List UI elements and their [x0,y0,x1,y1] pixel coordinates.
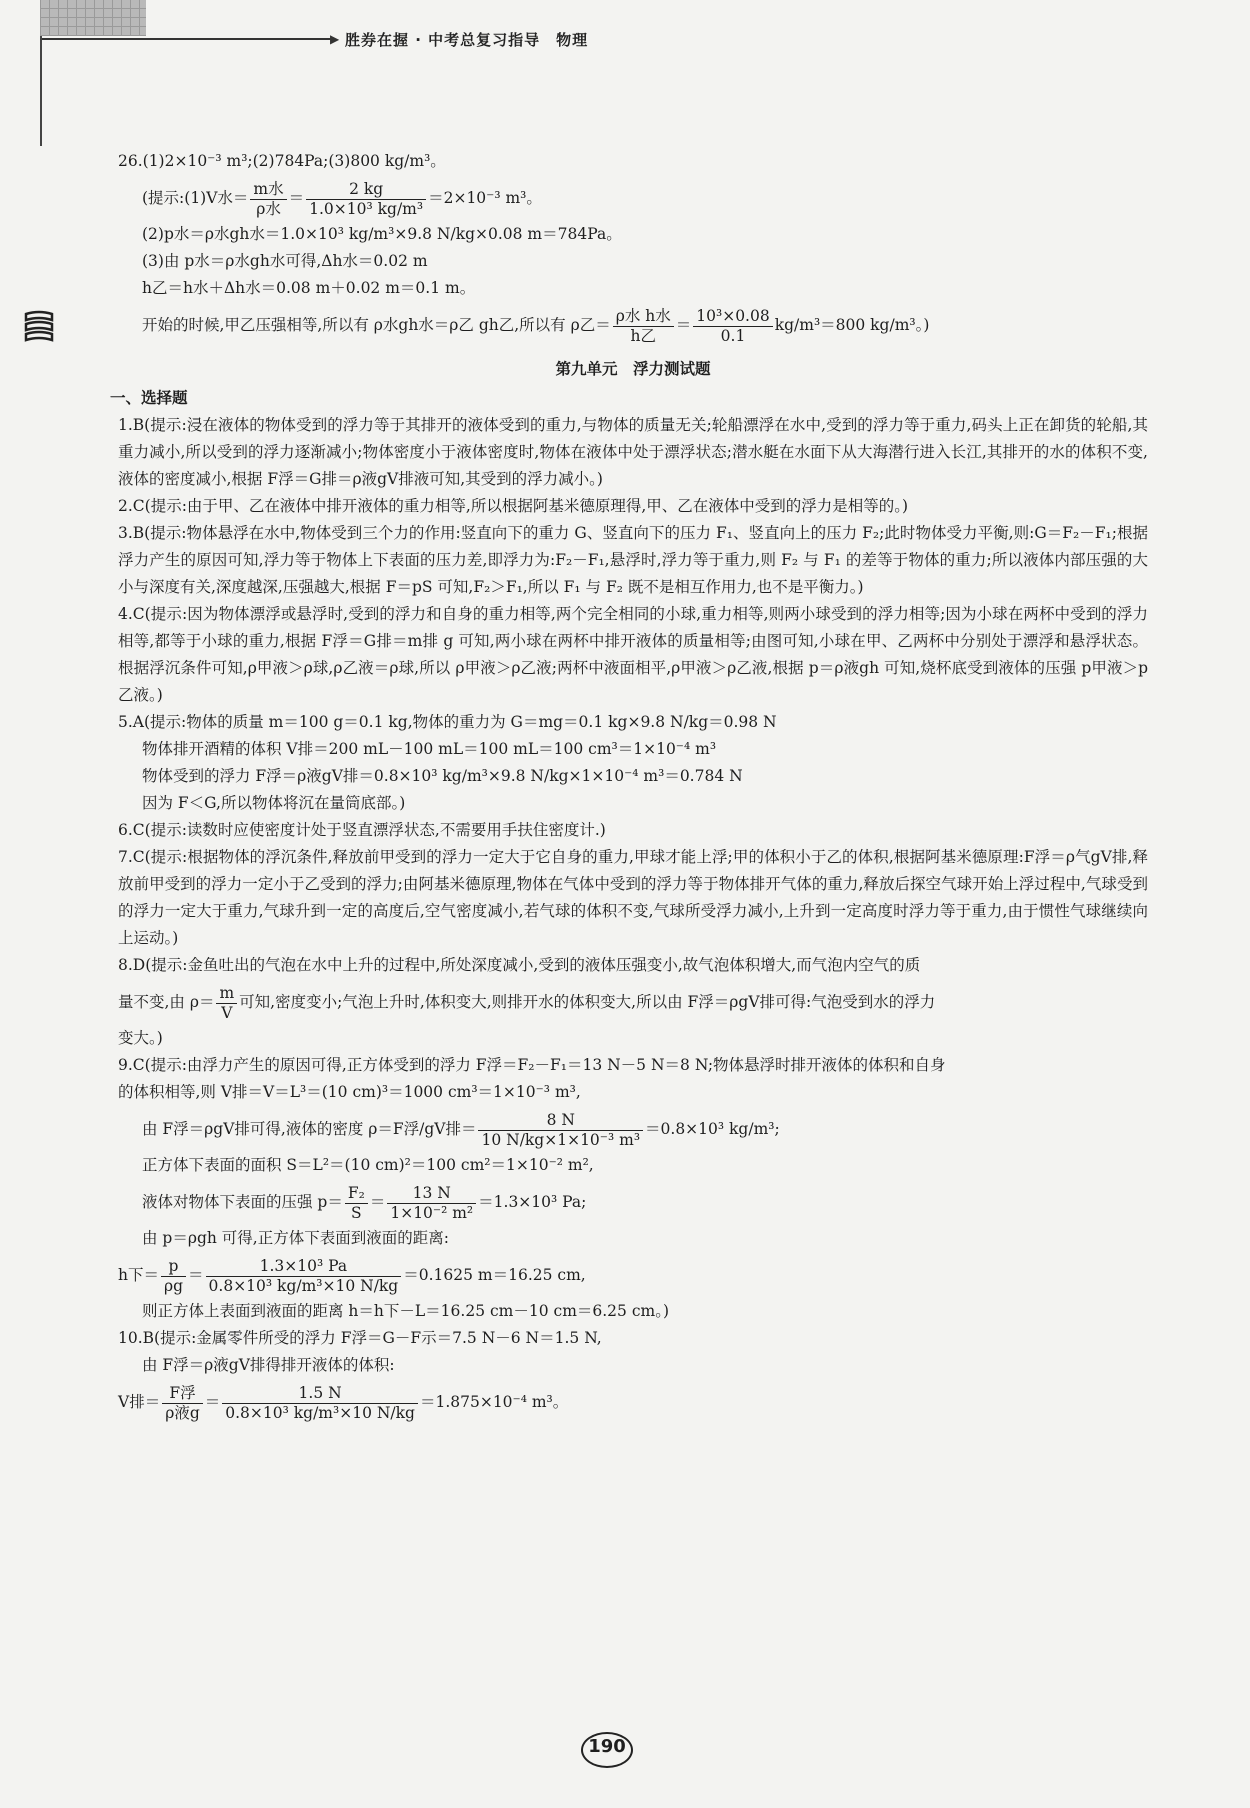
q8-line-3: 变大。) [118,1029,163,1047]
fraction: $\frac{\text{F浮}}{\text{ρ液g}}$ [162,1384,203,1423]
q9-line-5: 液体对物体下表面的压强 p＝ $\frac{\text{F₂}}{S}$ ＝ $\frac{13 N}{\text{1×10⁻² m²}}$ ＝1.3×10³ Pa; [142,1183,587,1222]
unit-title: 第九单元 浮力测试题 [555,360,711,378]
q9-line-1: 9.C(提示:由浮力产生的原因可得,正方体受到的浮力 F浮＝F₂－F₁＝13 N－5 N＝8 N;物体悬浮时排开液体的体积和自身 [118,1056,946,1074]
q26-hint-3a: (3)由 p水＝ρ水gh水可得,Δh水＝0.02 m [142,252,428,270]
q3-answer: 3.B(提示:物体悬浮在水中,物体受到三个力的作用:竖直向下的重力 G、竖直向下的压力 F₁、竖直向上的压力 F₂;此时物体受力平衡,则:G＝F₂－F₁;根据浮力产生的原因可知,浮力等于物体上下表面的压力差,即浮力为:F₂－F₁,悬浮时,浮力等于重力,则 F₂ 与 F₁ 的差等于物体的重力;所以液体内部压强的大小与深度有关,深度越深,压强越大,根据 F＝pS 可知,F₂＞F₁,所以 F₁ 与 F₂ 既不是相互作用力,也不是平衡力。) [118,524,1148,596]
page-number-badge [581,1732,631,1766]
fraction: $\frac{\text{ρ水 h水}}{\text{h乙}}$ [613,307,674,346]
page-number: 190 [588,1736,626,1757]
q26-hint-2: (2)p水＝ρ水gh水＝1.0×10³ kg/m³×9.8 N/kg×0.08 m＝784Pa。 [142,225,622,243]
answer-content [110,148,1148,1425]
fraction: $\frac{1.5 N}{\text{0.8×10³ kg/m³×10 N/kg}}$ [222,1384,418,1423]
fraction: $\frac{\text{10³×0.08}}{0.1}$ [693,307,772,346]
corner-decoration [40,0,146,36]
q1-answer: 1.B(提示:浸在液体的物体受到的浮力等于其排开的液体受到的重力,与物体的质量无关;轮船漂浮在水中,受到的浮力等于重力,码头上正在卸货的轮船,其重力减小,所以受到的浮力逐渐减小;物体密度小于液体密度时,物体在液体中处于漂浮状态;潜水艇在水面下从大海潜行进入长江,其排开的水的体积不变,液体的密度减小,根据 F浮＝G排＝ρ液gV排液可知,其受到的浮力减小。) [118,416,1148,488]
q9-line-8: 则正方体上表面到液面的距离 h＝h下－L＝16.25 cm－10 cm＝6.25 cm。) [142,1302,670,1320]
header-rule [42,38,332,40]
q9-line-6: 由 p＝ρgh 可得,正方体下表面到液面的距离: [142,1229,449,1247]
q8-line-2: 量不变,由 ρ＝ $\frac{m}{V}$ 可知,密度变小;气泡上升时,体积变大,则排开水的体积变大,所以由 F浮＝ρgV排可得:气泡受到水的浮力 [118,983,936,1022]
q7-answer: 7.C(提示:根据物体的浮沉条件,释放前甲受到的浮力一定大于它自身的重力,甲球才能上浮;甲的体积小于乙的体积,根据阿基米德原理:F浮＝ρ气gV排,释放前甲受到的浮力一定小于乙受到的浮力;由阿基米德原理,物体在气体中受到的浮力等于物体排开气体的重力,释放后探空气球开始上浮过程中,气球受到的浮力一定大于重力,气球升到一定的高度后,空气密度减小,若气球的体积不变,气球所受浮力减小,上升到一定高度时浮力等于重力,由于惯性气球继续向上运动。) [118,848,1148,947]
q4-answer: 4.C(提示:因为物体漂浮或悬浮时,受到的浮力和自身的重力相等,两个完全相同的小球,重力相等,则两小球受到的浮力相等;因为小球在两杯中受到的浮力相等,都等于小球的重力,根据 F浮＝G排＝m排 g 可知,两小球在两杯中排开液体的质量相等;由图可知,小球在甲、乙两杯中分别处于漂浮和悬浮状态。根据浮沉条件可知,ρ甲液＞ρ球,ρ乙液＝ρ球,所以 ρ甲液＞ρ乙液;两杯中液面相平,ρ甲液＞ρ乙液,根据 p＝ρ液gh 可知,烧杯底受到液体的压强 p甲液＞p乙液。) [118,605,1148,704]
running-header: 胜券在握 · 中考总复习指导 物理 [345,31,589,49]
q10-line-2: 由 F浮＝ρ液gV排得排开液体的体积: [142,1356,395,1374]
q26-hint-1: (提示:(1)V水＝ $\frac{\text{m水}}{\text{ρ水}}$ ＝ $\frac{2 kg}{\text{1.0×10³ kg/m³}}$ ＝2×10⁻³ m³。 [142,179,542,218]
fraction: $\frac{\text{1.3×10³ Pa}}{\text{0.8×10³ kg/m³×10 N/kg}}$ [206,1257,402,1296]
q9-line-3: 由 F浮＝ρgV排可得,液体的密度 ρ＝F浮/gV排＝ $\frac{8 N}{\text{10 N/kg×1×10⁻³ m³}}$ ＝0.8×10³ kg/m³; [142,1110,780,1149]
q8-line-1: 8.D(提示:金鱼吐出的气泡在水中上升的过程中,所处深度减小,受到的液体压强变小,故气泡体积增大,而气泡内空气的质 [118,956,921,974]
q5-line-3: 物体受到的浮力 F浮＝ρ液gV排＝0.8×10³ kg/m³×9.8 N/kg×1×10⁻⁴ m³＝0.784 N [142,767,743,785]
fraction: $\frac{\text{m水}}{\text{ρ水}}$ [250,180,286,219]
q9-line-2: 的体积相等,则 V排＝V＝L³＝(10 cm)³＝1000 cm³＝1×10⁻³ m³, [118,1083,581,1101]
left-margin-rule [40,36,42,146]
q10-line-1: 10.B(提示:金属零件所受的浮力 F浮＝G－F示＝7.5 N－6 N＝1.5 N, [118,1329,602,1347]
q9-line-4: 正方体下表面的面积 S＝L²＝(10 cm)²＝100 cm²＝1×10⁻² m², [142,1156,594,1174]
fraction: $\frac{13 N}{\text{1×10⁻² m²}}$ [387,1184,476,1223]
q6-answer: 6.C(提示:读数时应使密度计处于竖直漂浮状态,不需要用手扶住密度计.) [118,821,606,839]
fraction: $\frac{8 N}{\text{10 N/kg×1×10⁻³ m³}}$ [478,1111,643,1150]
q26-hint-4: 开始的时候,甲乙压强相等,所以有 ρ水gh水＝ρ乙 gh乙,所以有 ρ乙＝ $\frac{\text{ρ水 h水}}{\text{h乙}}$ ＝ $\frac{\text{10³×0.08}}{0.1}$ kg/m³＝800 kg/m³。) [142,306,930,345]
header-arrow-icon: ▶ [330,32,340,46]
fraction: $\frac{p}{\rho g}$ [161,1257,186,1296]
fraction: $\frac{2 kg}{\text{1.0×10³ kg/m³}}$ [306,180,426,219]
q26-answer: 26.(1)2×10⁻³ m³;(2)784Pa;(3)800 kg/m³。 [118,152,446,170]
books-icon [22,308,56,348]
q2-answer: 2.C(提示:由于甲、乙在液体中排开液体的重力相等,所以根据阿基米德原理得,甲、乙在液体中受到的浮力是相等的。) [118,497,909,515]
section-title: 一、选择题 [110,389,188,407]
q9-line-7: h下＝ $\frac{p}{\rho g}$ ＝ $\frac{\text{1.3×10³ Pa}}{\text{0.8×10³ kg/m³×10 N/kg}}$ ＝0.1625 m＝16.25 cm, [118,1256,586,1295]
q5-line-2: 物体排开酒精的体积 V排＝200 mL－100 mL＝100 mL＝100 cm³＝1×10⁻⁴ m³ [142,740,717,758]
q5-line-4: 因为 F＜G,所以物体将沉在量筒底部。) [142,794,406,812]
q5-line-1: 5.A(提示:物体的质量 m＝100 g＝0.1 kg,物体的重力为 G＝mg＝0.1 kg×9.8 N/kg＝0.98 N [118,713,777,731]
fraction: $\frac{\text{F₂}}{S}$ [345,1184,368,1223]
q26-hint-3b: h乙＝h水＋Δh水＝0.08 m＋0.02 m＝0.1 m。 [142,279,476,297]
q10-line-3: V排＝ $\frac{\text{F浮}}{\text{ρ液g}}$ ＝ $\frac{1.5 N}{\text{0.8×10³ kg/m³×10 N/kg}}$ ＝1.875×10⁻⁴ m³。 [118,1383,569,1422]
fraction: $\frac{m}{V}$ [216,984,237,1023]
